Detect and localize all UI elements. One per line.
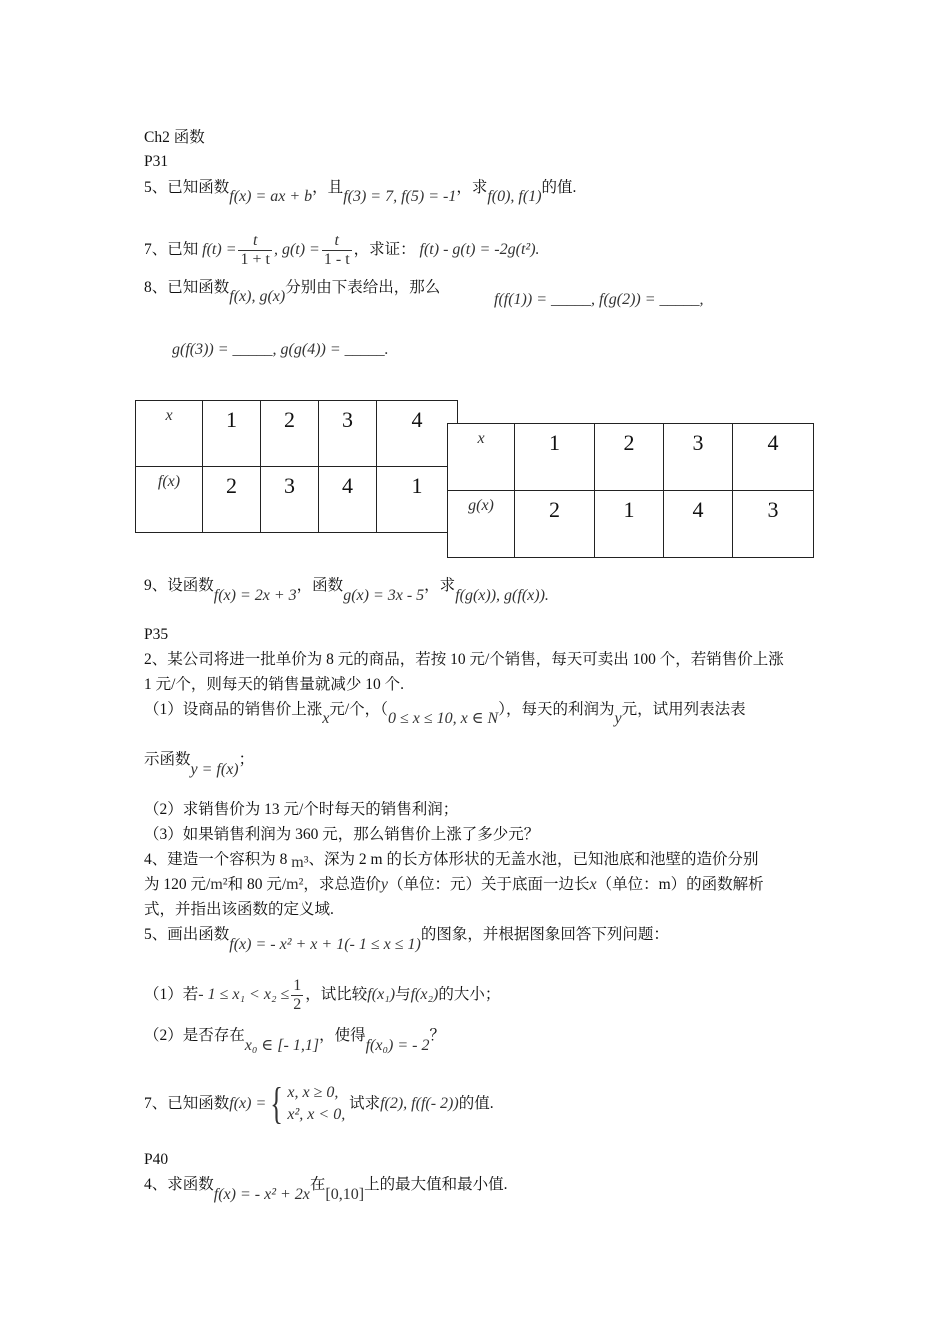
q7-number: 7、已知 <box>144 241 199 258</box>
q7-f-numerator: t <box>238 232 271 251</box>
q7-g-denominator: 1 - t <box>323 250 350 268</box>
table-f <box>135 400 458 533</box>
table-f-cell: 1 <box>203 401 261 467</box>
q2-1-text-d: 元，试用列表法表 <box>621 701 746 718</box>
q5b-1-text-b: ，试比较 <box>305 986 368 1003</box>
q7-prove-text: ，求证： <box>353 241 416 258</box>
q5b-2-eq: f(x₀) = - 2 <box>365 1037 430 1054</box>
q2-1-func: y = f(x) <box>190 761 239 778</box>
q5b-2-x0: x₀ ∈ [- 1,1] <box>244 1037 320 1054</box>
q5b-1-numerator: 1 <box>293 976 302 994</box>
p35-q5-part1 <box>144 975 500 1015</box>
table-f-cell: f(x) <box>136 467 203 533</box>
p40-q4-interval: [0,10] <box>325 1186 365 1203</box>
q5b-function: f(x) = - x² + x + 1(- 1 ≤ x ≤ 1) <box>229 936 421 953</box>
p35-q2-part1-cont <box>144 750 255 778</box>
q5-function: f(x) = ax + b <box>229 188 313 205</box>
q7-f-fraction <box>238 232 271 269</box>
p35-q7 <box>144 1080 494 1128</box>
table-f-cell: 4 <box>319 467 377 533</box>
q5b-1-f2: f(x₂) <box>410 986 439 1003</box>
table-g-value-row <box>448 491 814 558</box>
q4-text-g: （单位：m）的函数解析 <box>596 876 764 893</box>
table-f-cell: 4 <box>377 401 458 467</box>
q4-y: y <box>380 876 388 893</box>
q7b-case-1: x, x ≥ 0, <box>287 1084 339 1102</box>
q8-functions: f(x), g(x) <box>229 288 286 305</box>
p40-q4-text-c: 上的最大值和最小值. <box>364 1176 508 1193</box>
q5b-2-text-b: ，使得 <box>319 1027 366 1044</box>
q5-cond-prefix: ，且 <box>312 179 344 196</box>
q8-number: 8、已知函数 <box>144 279 230 296</box>
q5b-1-text-a: （1）若 <box>144 986 199 1003</box>
page-label-p35: P35 <box>144 626 169 643</box>
page-label-p31: P31 <box>144 153 169 170</box>
q7b-text-a: 7、已知函数 <box>144 1095 230 1112</box>
q5b-1-denominator: 2 <box>293 995 302 1013</box>
chapter-title: Ch2 函数 <box>144 129 205 146</box>
q5b-1-f1: f(x₁) <box>367 986 396 1003</box>
table-g-header-row <box>448 424 814 491</box>
q4-unit-cubic: m³ <box>291 854 309 871</box>
page-label-p40: P40 <box>144 1151 169 1168</box>
q7-f-denominator: 1 + t <box>240 250 270 268</box>
q9-ask: f(g(x)), g(f(x)). <box>455 587 549 604</box>
q8-text: 分别由下表给出，那么 <box>285 279 441 296</box>
q7b-lhs: f(x) = <box>229 1095 267 1112</box>
table-g-cell: 4 <box>664 491 733 558</box>
p40-q4-text-b: 在 <box>309 1176 326 1193</box>
p31-question-9 <box>144 576 549 604</box>
q7b-case-2: x², x < 0, <box>287 1106 346 1124</box>
table-g-cell: 1 <box>515 424 595 491</box>
table-g-cell: 1 <box>595 491 664 558</box>
q7b-text-c: 的值. <box>458 1095 494 1112</box>
q5-ask: f(0), f(1) <box>487 188 542 205</box>
p40-q4-text-a: 4、求函数 <box>144 1176 214 1193</box>
q4-unit-sq-1: m² <box>210 876 228 893</box>
q9-f: f(x) = 2x + 3 <box>213 587 297 604</box>
p35-q2-line1: 2、某公司将进一批单价为 8 元的商品，若按 10 元/个销售，每天可卖出 100 个，若销售价上涨 <box>144 651 784 668</box>
q2-1-text-c: ），每天的利润为 <box>498 701 615 718</box>
q5-ask-prefix: ，求 <box>456 179 488 196</box>
q9-mid: ，函数 <box>296 577 344 594</box>
table-f-cell: x <box>136 401 203 467</box>
q2-1-range: 0 ≤ x ≤ 10, x ∈ N <box>387 710 499 727</box>
q4-text-c: 为 120 元/ <box>144 876 211 893</box>
q4-text-b: 、深为 2 m 的长方体形状的无盖水池，已知池底和池壁的造价分别 <box>308 851 759 868</box>
q4-text-a: 4、建造一个容积为 8 <box>144 851 288 868</box>
q5b-text-a: 5、画出函数 <box>144 926 230 943</box>
q7b-ask: f(2), f(f(- 2)) <box>380 1095 459 1112</box>
q7-f-lhs: f(t) = <box>202 241 237 258</box>
q2-1-x: x <box>322 710 330 727</box>
table-f-cell: 2 <box>261 401 319 467</box>
table-g-cell: 3 <box>733 491 814 558</box>
q8-blanks-line2: g(f(3)) = _____, g(g(4)) = _____. <box>172 341 389 358</box>
q4-unit-sq-2: m² <box>286 876 304 893</box>
p35-q2-line2: 1 元/个，则每天的销售量就减少 10 个. <box>144 676 405 693</box>
q5b-1-text-d: 的大小； <box>438 986 501 1003</box>
q7b-text-b: 试求 <box>349 1095 381 1112</box>
q4-text-e: ，求总造价 <box>303 876 381 893</box>
p40-q4 <box>144 1175 508 1203</box>
q4-text-f: （单位：元）关于底面一边长 <box>388 876 590 893</box>
p35-q4-line3: 式，并指出该函数的定义域. <box>144 901 334 918</box>
table-g-cell: x <box>448 424 515 491</box>
p35-q4-line1 <box>144 850 758 870</box>
table-g-cell: 2 <box>515 491 595 558</box>
p35-q4-line2 <box>144 875 764 895</box>
q2-1-text-a: （1）设商品的销售价上涨 <box>144 701 323 718</box>
table-g <box>447 423 814 558</box>
p31-question-8 <box>144 278 441 305</box>
q2-1-text-b: 元/个，（ <box>329 701 388 718</box>
p40-q4-function: f(x) = - x² + 2x <box>213 1186 310 1203</box>
table-g-cell: 2 <box>595 424 664 491</box>
left-brace-icon: { <box>270 1079 284 1129</box>
table-g-cell: 4 <box>733 424 814 491</box>
p35-q5-part2 <box>144 1026 445 1054</box>
q2-1-text-e: 示函数 <box>144 751 191 768</box>
q5-number: 5、已知函数 <box>144 179 230 196</box>
table-g-cell: g(x) <box>448 491 515 558</box>
q4-x: x <box>589 876 597 893</box>
p35-q2-part2: （2）求销售价为 13 元/个时每天的销售利润； <box>144 801 459 818</box>
q5b-2-text-a: （2）是否存在 <box>144 1027 245 1044</box>
q7-g-fraction <box>322 232 352 269</box>
q7-identity: f(t) - g(t) = -2g(t²). <box>419 241 540 258</box>
q5-condition: f(3) = 7, f(5) = -1 <box>343 188 457 205</box>
table-f-cell: 1 <box>377 467 458 533</box>
table-f-cell: 2 <box>203 467 261 533</box>
table-f-value-row <box>136 467 458 533</box>
q5-ask-suffix: 的值. <box>541 179 577 196</box>
p31-question-5 <box>144 178 577 205</box>
table-f-cell: 3 <box>319 401 377 467</box>
table-f-cell: 3 <box>261 467 319 533</box>
q5b-2-text-c: ？ <box>429 1027 445 1044</box>
q7b-cases <box>287 1082 345 1126</box>
table-f-header-row <box>136 401 458 467</box>
p35-q2-part3: （3）如果销售利润为 360 元，那么销售价上涨了多少元？ <box>144 826 540 843</box>
q5b-1-fraction <box>291 977 303 1014</box>
q2-1-text-f: ； <box>238 751 255 768</box>
q5b-text-b: 的图象，并根据图象回答下列问题： <box>420 926 669 943</box>
q8-blanks-line1: f(f(1)) = _____, f(g(2)) = _____, <box>494 291 704 308</box>
q7-g-lhs: , g(t) = <box>273 241 320 258</box>
p35-q2-part1 <box>144 700 746 727</box>
p35-q5 <box>144 925 669 953</box>
q9-number: 9、设函数 <box>144 577 214 594</box>
q9-g: g(x) = 3x - 5 <box>343 587 425 604</box>
table-g-cell: 3 <box>664 424 733 491</box>
q9-ask-prefix: ，求 <box>424 577 456 594</box>
q2-1-y: y <box>614 710 622 727</box>
p31-question-7 <box>144 230 540 270</box>
q5b-1-cond: - 1 ≤ x₁ < x₂ ≤ <box>198 986 290 1003</box>
q4-text-d: 和 80 元/ <box>227 876 287 893</box>
q7-g-numerator: t <box>322 232 352 251</box>
q5b-1-text-c: 与 <box>395 986 411 1003</box>
